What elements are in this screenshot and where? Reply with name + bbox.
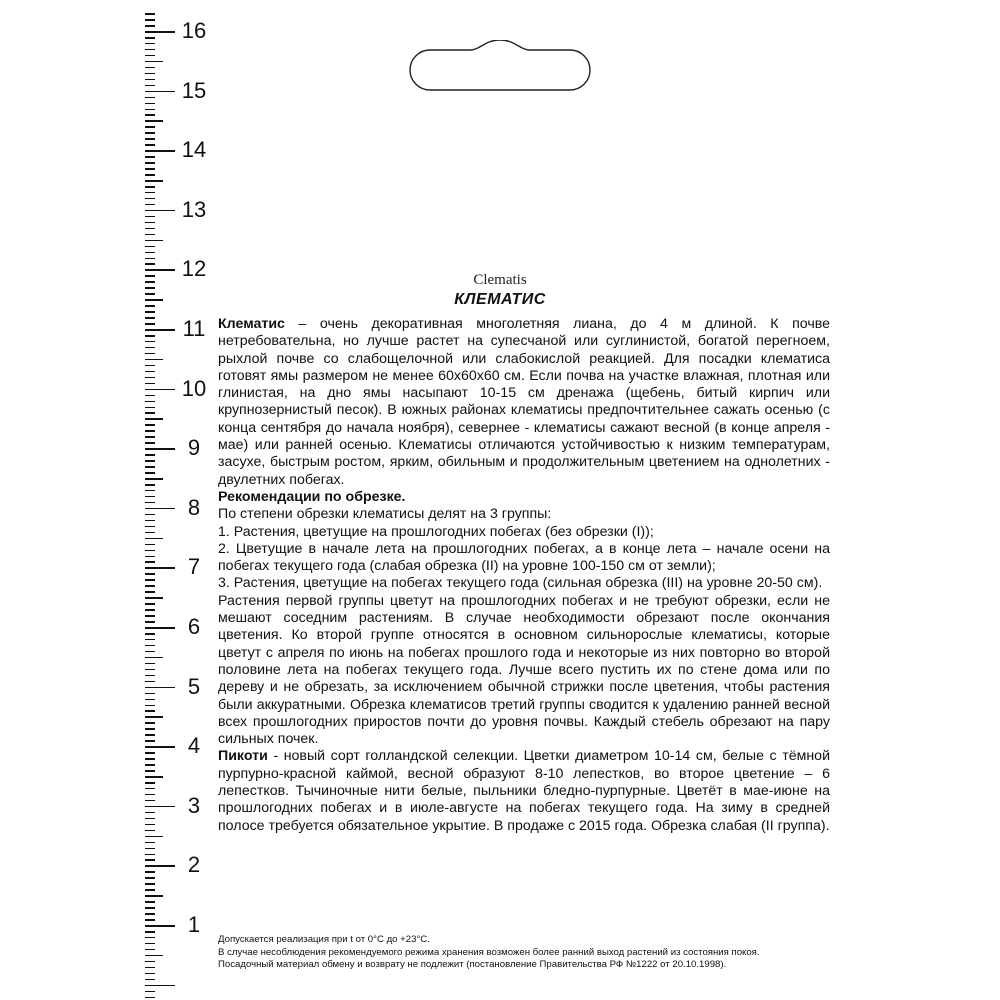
ruler-label: 14 — [181, 137, 207, 163]
ruler-label: 1 — [187, 912, 201, 937]
ruler-tick — [145, 985, 175, 987]
pruning-group-3: 3. Растения, цветущие на побегах текущего года (сильная обрезка (III) на уровне 20-50 см). — [218, 575, 823, 592]
ruler-tick — [145, 353, 155, 355]
ruler-tick — [145, 252, 155, 254]
ruler-tick — [145, 150, 175, 152]
ruler-tick — [145, 377, 155, 379]
ruler-tick — [145, 824, 155, 826]
ruler-tick — [145, 842, 155, 844]
storage-note-3: Посадочный материал обмену и возврату не подлежит (постановление Правительства РФ №1222 от 20.10.1998). — [218, 959, 727, 970]
pruning-group-1: 1. Растения, цветущие на прошлогодних побегах (без обрезки (I)); — [218, 523, 654, 540]
ruler-label: 13 — [181, 196, 207, 222]
ruler-tick — [145, 186, 155, 188]
pruning-heading: Рекомендации по обрезке. — [218, 488, 406, 505]
ruler-tick — [145, 687, 175, 689]
ruler-tick — [145, 448, 175, 450]
ruler-tick — [145, 103, 155, 105]
ruler-tick — [145, 621, 155, 623]
ruler-tick — [145, 907, 155, 909]
ruler-tick — [145, 395, 155, 397]
ruler-tick — [145, 335, 155, 337]
ruler-tick — [145, 508, 175, 510]
ruler-tick — [145, 967, 155, 969]
ruler-label: 11 — [182, 316, 206, 341]
ruler-tick — [145, 436, 155, 438]
ruler-tick — [145, 204, 155, 206]
ruler-tick — [145, 991, 155, 993]
ruler-tick — [145, 812, 155, 814]
ruler-tick — [145, 561, 155, 563]
ruler-tick — [145, 740, 155, 742]
description-text: – очень декоративная многолетняя лиана, до 4 м длиной. К почве нетребовательна, но лучше растет на супесчаной или суглинистой, богатой перегноем, рыхлой почве со слабощелочной или слабокислой реакцией. Для посадки клематиса готовят ямы размером не менее 60х60х60 см. Если почва на участке влажная, плотная или глинистая, на дно ямы насыпают 10-15 см дренажа (щебень, битый кирпич или крупнозернистый песок). В южных районах клематисы предпочтительнее сажать осенью (с конца сентября до начала ноября), севернее - клематисы сажают весной (в конце апреля - мае) или ранней осенью. Клематисы отличаются устойчивостью к низким температурам, засухе, быстрым ростом, ярким, обильным и продолжительным цветением на однолетних - двулетних побегах. — [218, 316, 830, 488]
ruler-tick — [145, 693, 155, 695]
ruler-tick — [145, 323, 155, 325]
ruler-tick — [145, 973, 155, 975]
ruler-tick — [145, 877, 155, 879]
ruler-tick — [145, 85, 155, 87]
ruler-tick — [145, 585, 155, 587]
ruler-tick — [145, 430, 155, 432]
ruler-tick — [145, 633, 155, 635]
page-title: КЛЕМАТИС — [454, 291, 546, 308]
ruler-tick — [145, 889, 155, 891]
ruler-tick — [145, 615, 155, 617]
ruler-tick — [145, 472, 155, 474]
measuring-ruler — [145, 0, 215, 1000]
ruler-tick — [145, 216, 155, 218]
ruler-label: 7 — [187, 554, 201, 580]
ruler-tick — [145, 556, 155, 558]
ruler-tick — [145, 567, 175, 569]
ruler-tick — [145, 407, 155, 409]
ruler-tick — [145, 883, 155, 885]
ruler-tick — [145, 770, 155, 772]
ruler-tick — [145, 460, 155, 462]
ruler-tick — [145, 675, 155, 677]
ruler-tick — [145, 836, 163, 838]
ruler-tick — [145, 478, 163, 480]
ruler-tick — [145, 132, 155, 134]
variety-text: - новый сорт голландской селекции. Цветки диаметром 10-14 см, белые с тёмной пурпурно-красной каймой, весной образуют 8-10 лепестков, во второе цветение – 6 лепестков. Тычиночные нити белые, пыльники бледно-пурпурные. Цветёт в мае-июне на прошлогодних побегах и в июле-августе на побегах текущего года. На зиму в средней полосе требуется обязательное укрытие. В продаже с 2015 года. Обрезка слабая (II группа). — [218, 748, 830, 834]
ruler-tick — [145, 663, 155, 665]
ruler-label: 16 — [181, 18, 207, 43]
ruler-tick — [145, 800, 155, 802]
ruler-tick — [145, 830, 155, 832]
ruler-tick — [145, 466, 155, 468]
ruler-tick — [145, 156, 155, 158]
ruler-tick — [145, 788, 155, 790]
ruler-tick — [145, 401, 155, 403]
ruler-tick — [145, 639, 155, 641]
ruler-tick — [145, 925, 175, 927]
ruler-tick — [145, 681, 155, 683]
ruler-tick — [145, 329, 175, 331]
ruler-tick — [145, 126, 155, 128]
ruler-tick — [145, 138, 155, 140]
ruler-tick — [145, 573, 155, 575]
ruler-tick — [145, 865, 175, 867]
ruler-tick — [145, 258, 155, 260]
ruler-tick — [145, 454, 155, 456]
ruler-tick — [145, 168, 155, 170]
storage-notes — [218, 934, 838, 972]
ruler-tick — [145, 722, 155, 724]
variety-name: Пикоти — [218, 748, 268, 765]
ruler-tick — [145, 389, 175, 391]
ruler-label: 2 — [187, 852, 201, 878]
ruler-label: 10 — [181, 375, 207, 401]
pruning-intro: По степени обрезки клематисы делят на 3 группы: — [218, 506, 552, 523]
ruler-tick — [145, 61, 163, 63]
ruler-tick — [145, 240, 163, 242]
ruler-tick — [145, 734, 155, 736]
ruler-tick — [145, 43, 155, 45]
ruler-tick — [145, 383, 155, 385]
ruler-tick — [145, 806, 175, 808]
ruler-tick — [145, 949, 155, 951]
ruler-tick — [145, 490, 155, 492]
ruler-tick — [145, 311, 155, 313]
ruler-tick — [145, 728, 155, 730]
ruler-tick — [145, 532, 155, 534]
ruler-tick — [145, 514, 155, 516]
ruler-tick — [145, 657, 163, 659]
ruler-tick — [145, 228, 155, 230]
ruler-tick — [145, 794, 155, 796]
ruler-tick — [145, 234, 155, 236]
ruler-tick — [145, 502, 155, 504]
ruler-label: 4 — [187, 733, 201, 759]
ruler-tick — [145, 359, 163, 361]
ruler-tick — [145, 192, 155, 194]
ruler-tick — [145, 955, 163, 957]
ruler-tick — [145, 550, 155, 552]
ruler-tick — [145, 263, 155, 265]
ruler-tick — [145, 67, 155, 69]
ruler-tick — [145, 371, 155, 373]
storage-note-1: Допускается реализация при t от 0°С до +23°С. — [218, 934, 430, 945]
ruler-tick — [145, 114, 155, 116]
ruler-tick — [145, 943, 155, 945]
pruning-group-2: 2. Цветущие в начале лета на прошлогодних побегах, а в конце лета – начале осени на побегах текущего года (слабая обрезка (II) на уровне 100-150 см от земли); — [218, 540, 830, 575]
ruler-tick — [145, 520, 155, 522]
ruler-tick — [145, 317, 155, 319]
ruler-tick — [145, 120, 163, 122]
ruler-tick — [145, 931, 155, 933]
ruler-tick — [145, 544, 155, 546]
ruler-tick — [145, 758, 155, 760]
ruler-tick — [145, 895, 163, 897]
ruler-tick — [145, 705, 155, 707]
ruler-tick — [145, 73, 155, 75]
ruler-label: 8 — [187, 494, 201, 520]
ruler-tick — [145, 37, 155, 39]
ruler-label: 9 — [187, 435, 201, 461]
ruler-tick — [145, 538, 163, 540]
ruler-tick — [145, 222, 155, 224]
ruler-tick — [145, 97, 155, 99]
pruning-details: Растения первой группы цветут на прошлогодних побегах и не требуют обрезки, если не мешают соседним растениям. В случае необходимости обрезают после окончания цветения. Ко второй группе относятся в основном сильнорослые клематисы, которые цветут с апреля по июнь на побегах прошлого года и некоторые из них повторно во второй половине лета на побегах текущего года. Лучше всего пустить их по стене дома или по дереву и не обрезать, за исключением обычной стрижки после цветения, чтобы растения были аккуратными. Обрезка клематисов третий группы сводится к удалению ранней весной всех прошлогодних приростов почти до уровня почвы. Каждый стебель обрезают на пару сильных почек. — [218, 592, 830, 748]
plant-name: Клематис — [218, 316, 285, 332]
ruler-tick — [145, 752, 155, 754]
ruler-tick — [145, 609, 155, 611]
hang-tab-slot — [405, 40, 595, 100]
ruler-label: 3 — [187, 792, 201, 818]
ruler-tick — [145, 591, 155, 593]
ruler-tick — [145, 496, 155, 498]
latin-name: Clematis — [473, 272, 527, 288]
ruler-tick — [145, 937, 155, 939]
description-body — [218, 316, 830, 835]
ruler-tick — [145, 347, 155, 349]
ruler-tick — [145, 859, 155, 861]
ruler-tick — [145, 579, 155, 581]
ruler-tick — [145, 979, 155, 981]
storage-note-2: В случае несоблюдения рекомендуемого режима хранения возможен более ранний выход растений из состояния покоя. — [218, 946, 760, 958]
ruler-tick — [145, 818, 155, 820]
ruler-tick — [145, 198, 155, 200]
ruler-tick — [145, 597, 163, 599]
ruler-label: 6 — [187, 614, 201, 639]
ruler-tick — [145, 645, 155, 647]
ruler-tick — [145, 746, 175, 748]
ruler-tick — [145, 109, 155, 111]
ruler-tick — [145, 162, 155, 164]
ruler-tick — [145, 49, 155, 51]
ruler-label: 12 — [181, 256, 207, 282]
ruler-label: 15 — [181, 77, 207, 103]
ruler-tick — [145, 13, 155, 15]
ruler-tick — [145, 716, 163, 718]
ruler-tick — [145, 424, 155, 426]
description-paragraph — [218, 316, 830, 489]
ruler-tick — [145, 269, 175, 271]
ruler-tick — [145, 418, 163, 420]
ruler-tick — [145, 997, 155, 999]
ruler-tick — [145, 210, 175, 212]
ruler-tick — [145, 31, 175, 33]
ruler-tick — [145, 669, 155, 671]
ruler-tick — [145, 365, 155, 367]
ruler-tick — [145, 764, 155, 766]
variety-paragraph — [218, 748, 830, 834]
ruler-tick — [145, 442, 155, 444]
ruler-tick — [145, 25, 155, 27]
ruler-tick — [145, 412, 155, 414]
ruler-tick — [145, 848, 155, 850]
ruler-tick — [145, 91, 175, 93]
ruler-tick — [145, 919, 155, 921]
ruler-tick — [145, 699, 155, 701]
ruler-tick — [145, 901, 155, 903]
ruler-tick — [145, 55, 155, 57]
ruler-tick — [145, 961, 155, 963]
ruler-tick — [145, 651, 155, 653]
ruler-tick — [145, 603, 155, 605]
ruler-tick — [145, 144, 155, 146]
ruler-tick — [145, 627, 175, 629]
ruler-tick — [145, 776, 163, 778]
ruler-tick — [145, 484, 155, 486]
ruler-tick — [145, 782, 155, 784]
ruler-tick — [145, 526, 155, 528]
ruler-tick — [145, 913, 155, 915]
ruler-label: 5 — [187, 673, 201, 699]
ruler-tick — [145, 19, 155, 21]
ruler-tick — [145, 180, 163, 182]
ruler-tick — [145, 246, 155, 248]
ruler-tick — [145, 854, 155, 856]
ruler-tick — [145, 341, 155, 343]
ruler-tick — [145, 79, 155, 81]
ruler-tick — [145, 174, 155, 176]
ruler-tick — [145, 871, 155, 873]
ruler-tick — [145, 710, 155, 712]
